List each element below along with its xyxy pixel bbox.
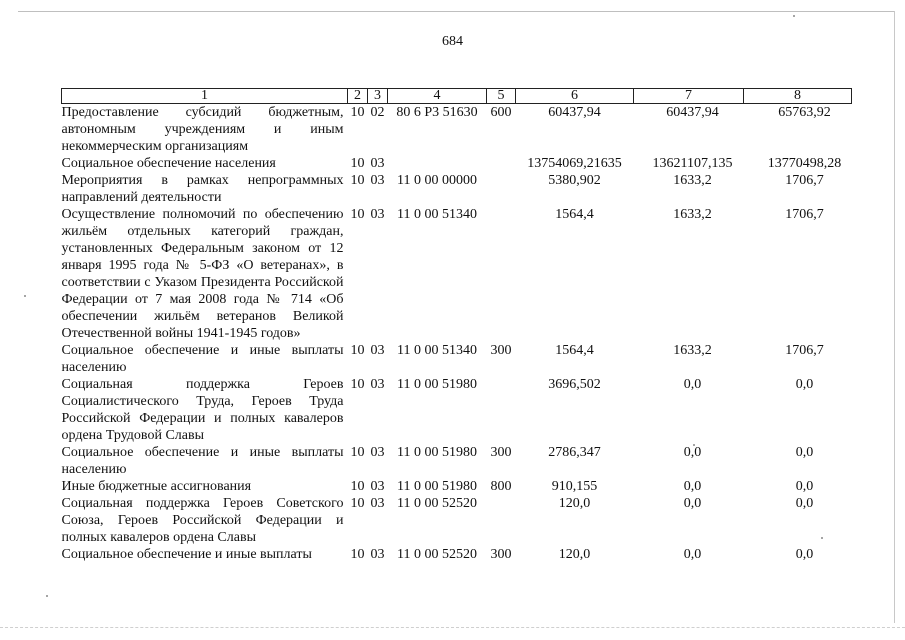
row-expense-type-code	[487, 155, 516, 172]
row-target-article-code: 11 0 00 51340	[397, 343, 477, 358]
row-amount-col-6: 60437,94	[548, 105, 601, 120]
row-subsection-code: 03	[370, 547, 385, 562]
table-header-row	[62, 89, 852, 104]
row-subsection-code: 03	[370, 173, 385, 188]
row-section-code: 10	[350, 343, 365, 358]
row-subsection-code: 03	[370, 343, 385, 358]
scan-border-top	[18, 11, 895, 12]
header-col-8: 8	[744, 89, 852, 104]
table-header	[62, 89, 852, 104]
table-body	[62, 104, 852, 564]
table-row	[62, 206, 852, 342]
table-row	[62, 546, 852, 563]
row-expense-type-code	[487, 376, 516, 444]
row-target-article-code	[388, 155, 487, 172]
row-amount-col-8: 0,0	[795, 496, 814, 511]
row-name: Осуществление полномочий по обеспечению жильём отдельных категорий граждан, установленных Федеральным законом от 12 января 1995 года № 5-ФЗ «О ветеранах», в соответствии с Указом Президента Российской Федерации от 7 мая 2008 года № 714 «Об обеспечении жильём ветеранов Великой Отечественной войны 1941-1945 годов»	[61, 207, 344, 341]
row-amount-col-8: 1706,7	[785, 173, 824, 188]
row-amount-col-7: 1633,2	[673, 173, 712, 188]
row-amount-col-6: 910,155	[551, 479, 598, 494]
table-row	[62, 104, 852, 156]
row-amount-col-6: 1564,4	[555, 343, 594, 358]
header-col-5: 5	[487, 89, 516, 104]
row-target-article-code: 11 0 00 51980	[397, 445, 477, 460]
row-subsection-code: 03	[370, 156, 385, 171]
table-row	[62, 478, 852, 495]
row-amount-col-7: 1633,2	[673, 343, 712, 358]
scan-speck	[24, 295, 26, 297]
row-amount-col-6: 2786,347	[548, 445, 601, 460]
row-section-code: 10	[350, 445, 365, 460]
row-amount-col-8: 1706,7	[785, 207, 824, 222]
row-subsection-code: 03	[370, 207, 385, 222]
row-amount-col-7: 0,0	[683, 445, 702, 460]
row-name: Социальная поддержка Героев Советского Союза, Героев Российской Федерации и полных кавалеров ордена Славы	[61, 496, 344, 545]
row-subsection-code: 03	[370, 496, 385, 511]
header-col-6: 6	[516, 89, 634, 104]
row-amount-col-6: 1564,4	[555, 207, 594, 222]
row-name: Социальное обеспечение и иные выплаты населению	[61, 445, 344, 477]
scan-speck	[793, 15, 795, 17]
row-amount-col-8: 0,0	[795, 445, 814, 460]
row-name: Предоставление субсидий бюджетным, автономным учреждениям и иным некоммерческим организациям	[61, 105, 344, 154]
row-target-article-code: 11 0 00 51980	[397, 479, 477, 494]
table-row	[62, 155, 852, 172]
row-amount-col-8: 13770498,28	[767, 156, 842, 171]
row-target-article-code: 11 0 00 51340	[397, 207, 477, 222]
scan-border-bottom	[0, 627, 905, 628]
row-section-code: 10	[350, 156, 365, 171]
row-section-code: 10	[350, 207, 365, 222]
row-subsection-code: 02	[370, 105, 385, 120]
table-row	[62, 342, 852, 376]
row-target-article-code: 80 6 P3 51630	[396, 105, 478, 120]
row-section-code: 10	[350, 377, 365, 392]
row-expense-type-code	[487, 495, 516, 546]
row-subsection-code: 03	[370, 445, 385, 460]
row-amount-col-7: 0,0	[683, 496, 702, 511]
row-section-code: 10	[350, 479, 365, 494]
page-number: 684	[442, 34, 463, 49]
row-amount-col-7: 0,0	[683, 547, 702, 562]
header-col-2: 2	[348, 89, 368, 104]
row-expense-type-code: 600	[490, 105, 512, 120]
row-target-article-code: 11 0 00 00000	[397, 173, 477, 188]
row-amount-col-7: 60437,94	[666, 105, 719, 120]
row-target-article-code: 11 0 00 52520	[397, 496, 477, 511]
row-amount-col-6: 3696,502	[548, 377, 601, 392]
row-target-article-code: 11 0 00 51980	[397, 377, 477, 392]
header-col-1: 1	[62, 89, 348, 104]
row-section-code: 10	[350, 173, 365, 188]
row-amount-col-7: 0,0	[683, 377, 702, 392]
row-amount-col-7: 0,0	[683, 479, 702, 494]
row-target-article-code: 11 0 00 52520	[397, 547, 477, 562]
row-amount-col-6: 13754069,21635	[527, 156, 622, 171]
row-expense-type-code: 300	[490, 343, 512, 358]
row-expense-type-code: 300	[490, 445, 512, 460]
row-amount-col-7: 13621107,135	[652, 156, 733, 171]
row-amount-col-8: 65763,92	[778, 105, 831, 120]
budget-table	[61, 88, 852, 563]
header-col-3: 3	[368, 89, 388, 104]
header-col-4: 4	[388, 89, 487, 104]
row-expense-type-code: 300	[490, 547, 512, 562]
row-amount-col-6: 120,0	[558, 496, 591, 511]
row-amount-col-8: 0,0	[795, 479, 814, 494]
row-amount-col-8: 0,0	[795, 377, 814, 392]
row-amount-col-7: 1633,2	[673, 207, 712, 222]
scan-speck	[46, 595, 48, 597]
row-name: Социальное обеспечение населения	[61, 156, 276, 171]
row-amount-col-8: 0,0	[795, 547, 814, 562]
row-amount-col-8: 1706,7	[785, 343, 824, 358]
table-row	[62, 172, 852, 206]
row-name: Социальное обеспечение и иные выплаты	[61, 547, 312, 562]
row-amount-col-6: 120,0	[558, 547, 591, 562]
row-section-code: 10	[350, 105, 365, 120]
table-row	[62, 495, 852, 546]
header-col-7: 7	[634, 89, 744, 104]
table-row	[62, 376, 852, 444]
row-name: Социальная поддержка Героев Социалистического Труда, Героев Труда Российской Федерации и полных кавалеров ордена Трудовой Славы	[61, 377, 344, 443]
row-subsection-code: 03	[370, 479, 385, 494]
row-section-code: 10	[350, 496, 365, 511]
row-name: Мероприятия в рамках непрограммных направлений деятельности	[61, 173, 344, 205]
row-amount-col-6: 5380,902	[548, 173, 601, 188]
scan-border-right	[894, 11, 895, 623]
row-name: Социальное обеспечение и иные выплаты населению	[61, 343, 344, 375]
row-expense-type-code	[487, 206, 516, 342]
row-name: Иные бюджетные ассигнования	[61, 479, 252, 494]
row-expense-type-code: 800	[490, 479, 512, 494]
table-row	[62, 444, 852, 478]
row-expense-type-code	[487, 172, 516, 206]
row-subsection-code: 03	[370, 377, 385, 392]
row-section-code: 10	[350, 547, 365, 562]
